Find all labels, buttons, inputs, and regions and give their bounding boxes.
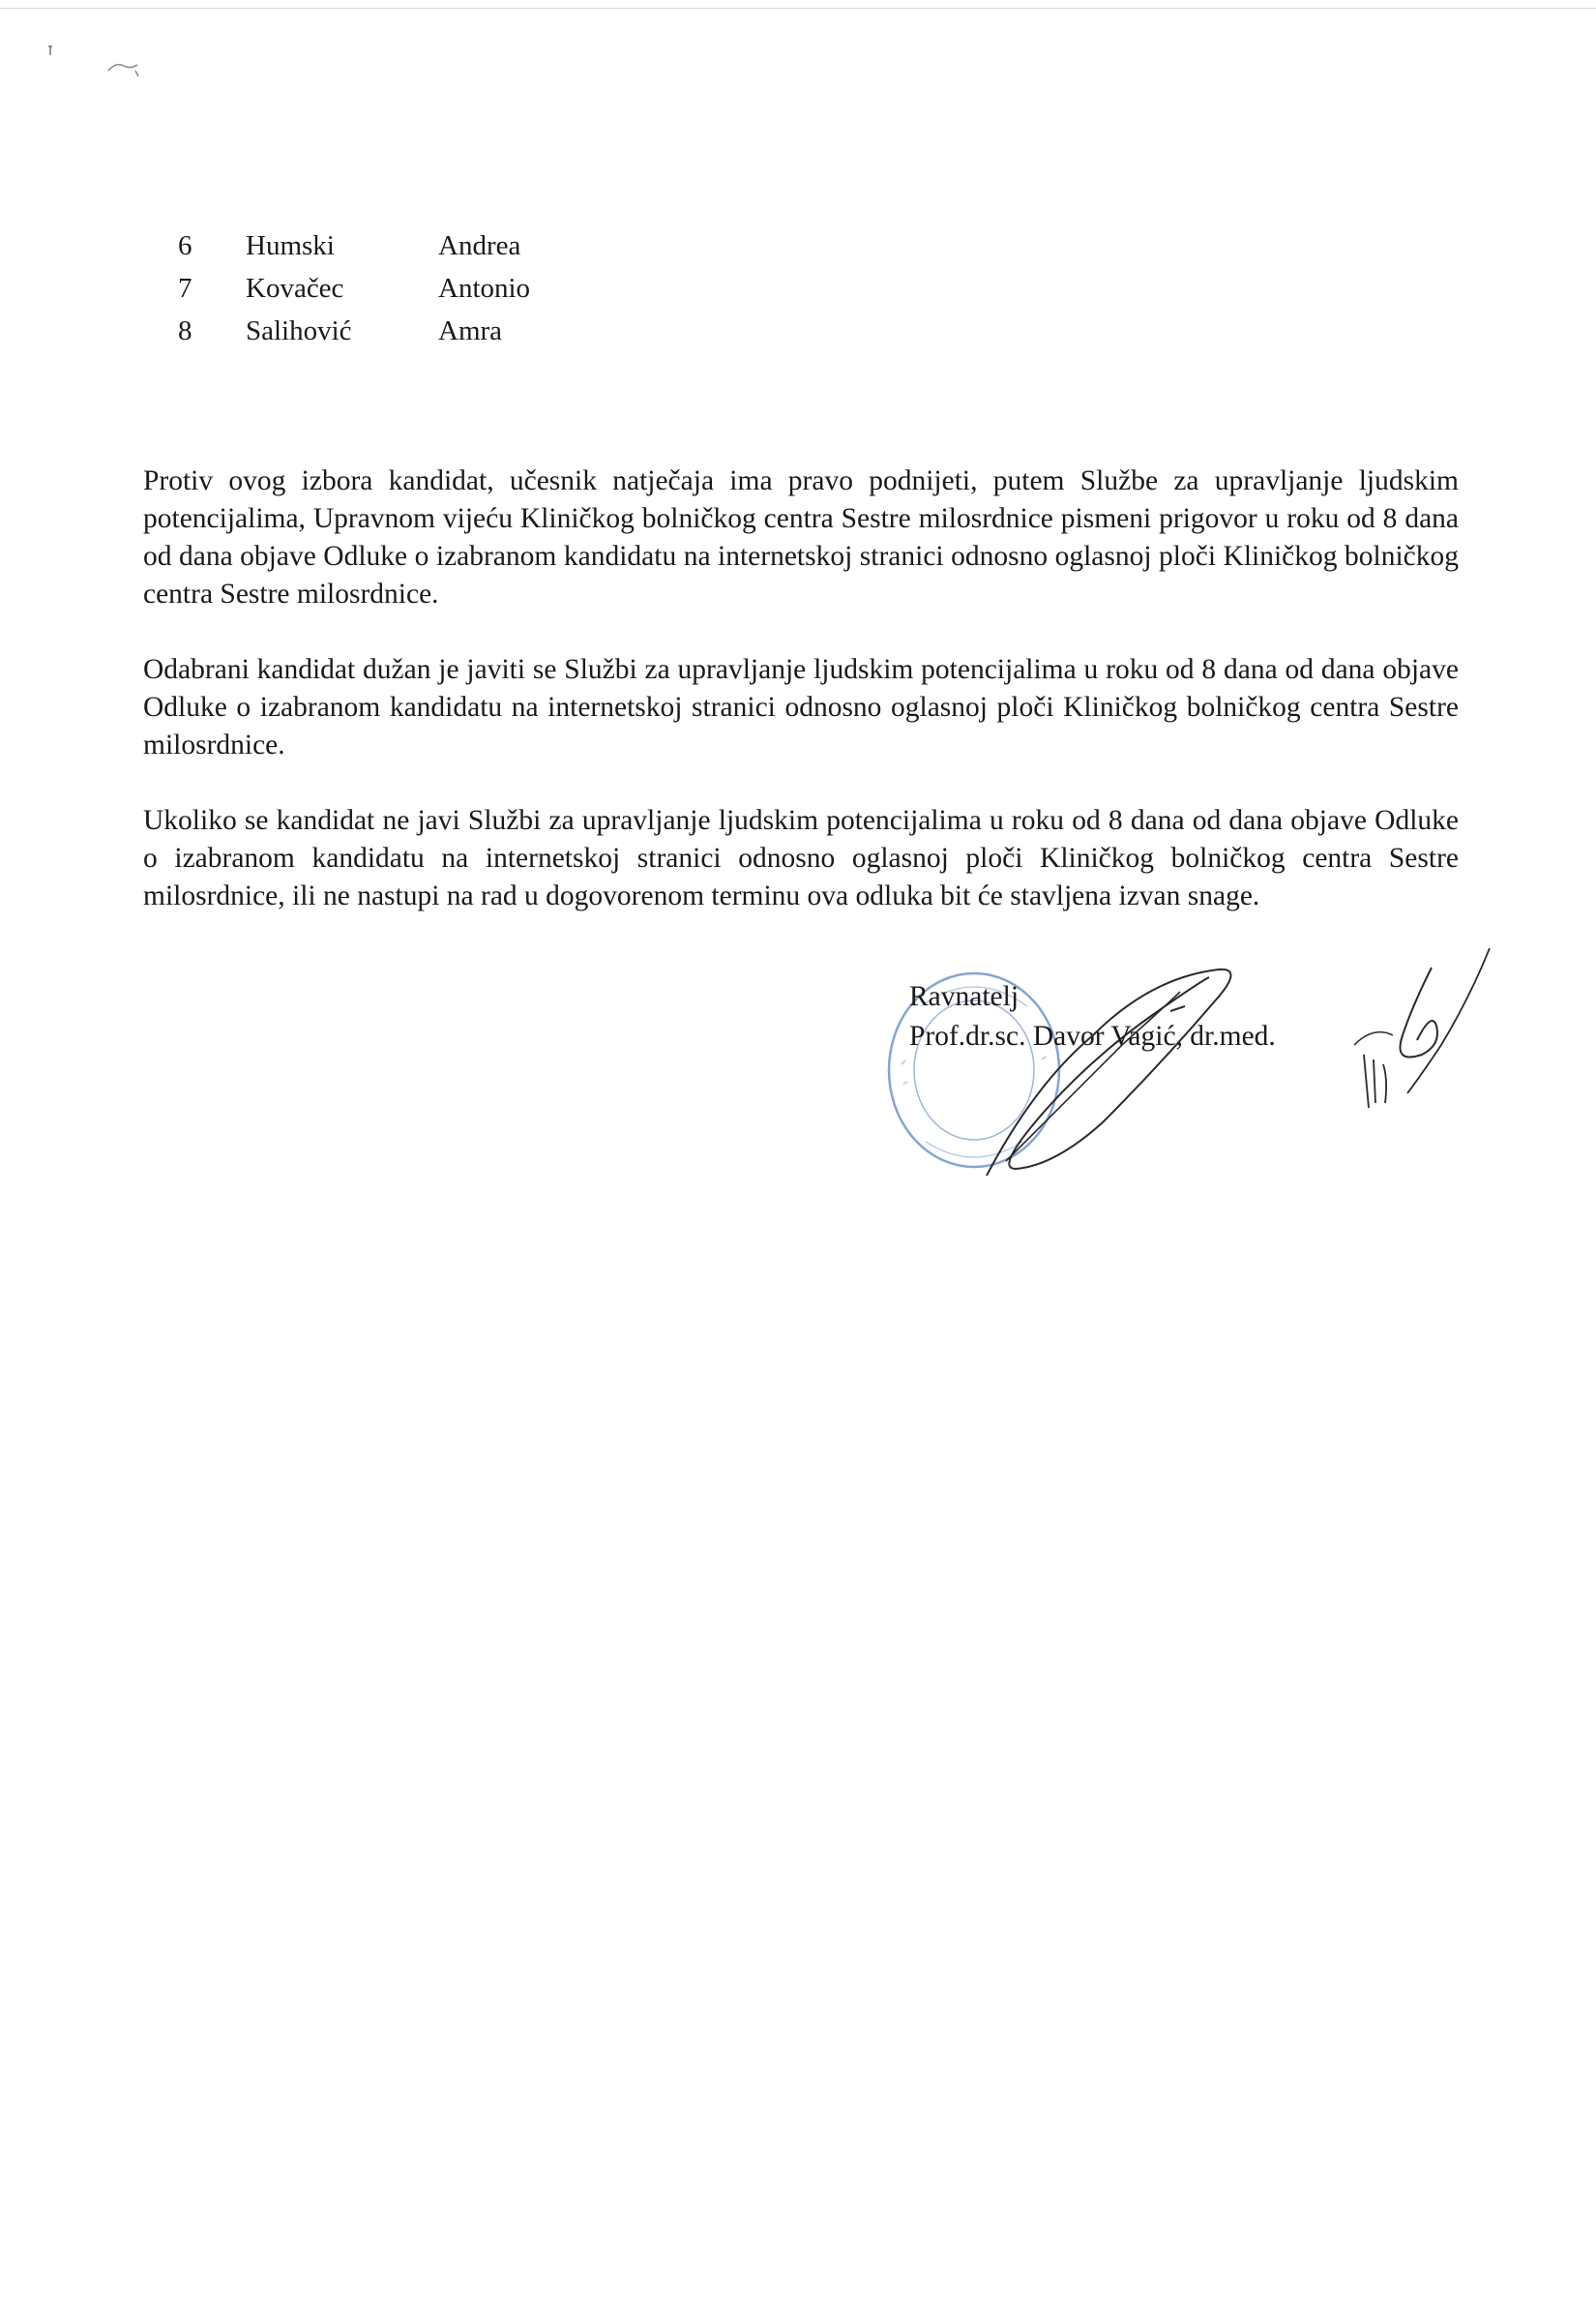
handwritten-signature — [977, 958, 1267, 1180]
scan-edge-line — [0, 8, 1596, 9]
candidate-number: 6 — [178, 230, 192, 261]
candidate-last-name: Kovačec — [246, 273, 344, 304]
report-paragraph: Odabrani kandidat dužan je javiti se Službi za upravljanje ljudskim potencijalima u roku od 8 dana od dana objave Odluke o izabranom kandidatu na internetskoj stranici odnosno oglasnoj ploči Kliničkog bolničkog centra Sestre milosrdnice. — [143, 654, 1459, 761]
candidate-last-name: Salihović — [246, 315, 352, 346]
candidate-number: 8 — [178, 315, 192, 346]
candidate-row — [178, 310, 632, 352]
objection-paragraph: Protiv ovog izbora kandidat, učesnik natječaja ima pravo podnijeti, putem Službe za upravljanje ljudskim potencijalima, Upravnom vijeću Kliničkog bolničkog centra Sestre milosrdnice pismeni prigovor u roku od 8 dana od dana objave Odluke o izabranom kandidatu na internetskoj stranici odnosno oglasnoj ploči Kliničkog bolničkog centra Sestre milosrdnice. — [143, 465, 1459, 610]
handwritten-initials — [1335, 948, 1509, 1122]
candidate-row — [178, 267, 632, 310]
scan-marks — [39, 34, 174, 92]
candidate-number: 7 — [178, 273, 192, 304]
candidate-row — [178, 224, 632, 267]
decision-body — [143, 462, 1459, 953]
candidate-first-name: Amra — [438, 315, 503, 346]
signatory-title: Ravnatelj — [909, 981, 1020, 1012]
candidate-first-name: Andrea — [438, 230, 521, 261]
candidate-list — [178, 224, 632, 352]
candidate-first-name: Antonio — [438, 273, 531, 304]
candidate-last-name: Humski — [246, 230, 335, 261]
void-paragraph: Ukoliko se kandidat ne javi Službi za upravljanje ljudskim potencijalima u roku od 8 dana od dana objave Odluke o izabranom kandidatu na internetskoj stranici odnosno oglasnoj ploči Kliničkog bolničkog centra Sestre milosrdnice, ili ne nastupi na rad u dogovorenom terminu ova odluka bit će stavljena izvan snage. — [143, 805, 1459, 911]
signatory-name: Prof.dr.sc. Davor Vagić, dr.med. — [909, 1021, 1276, 1052]
